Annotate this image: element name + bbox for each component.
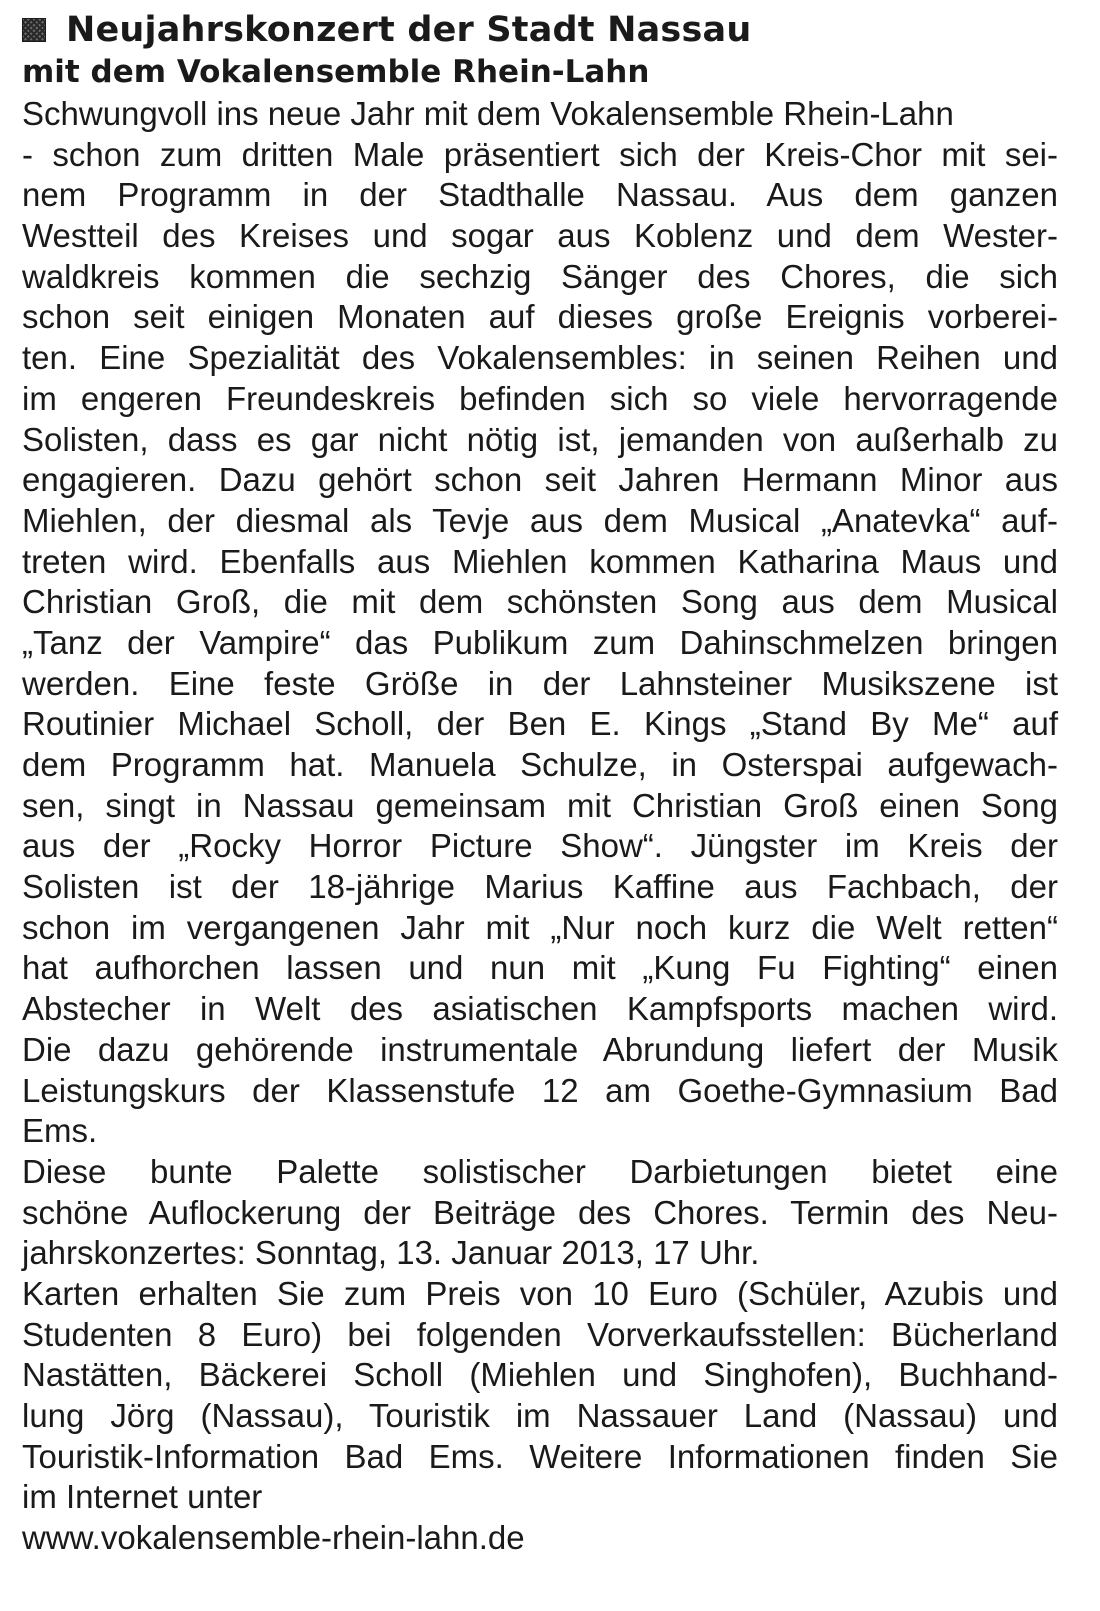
body-line: Diese bunte Palette solistischer Darbietungen bietet eine (22, 1152, 1058, 1190)
body-line: Ems. (22, 1112, 98, 1150)
body-line: Nastätten, Bäckerei Scholl (Miehlen und Singhofen), Buchhand- (22, 1356, 1058, 1394)
body-line: im Internet unter (22, 1478, 263, 1516)
body-line: Karten erhalten Sie zum Preis von 10 Euro (Schüler, Azubis und (22, 1274, 1058, 1312)
website-url: www.vokalensemble-rhein-lahn.de (22, 1519, 525, 1557)
body-line: lung Jörg (Nassau), Touristik im Nassauer Land (Nassau) und (22, 1397, 1058, 1434)
article-body (22, 94, 1058, 1559)
body-line: Leistungskurs der Klassenstufe 12 am Goethe-Gymnasium Bad (22, 1071, 1058, 1109)
body-line: aus der „Rocky Horror Picture Show“. Jüngster im Kreis der (22, 827, 1058, 865)
article-title: Neujahrskonzert der Stadt Nassau (66, 10, 752, 50)
body-line: werden. Eine feste Größe in der Lahnsteiner Musikszene ist (22, 664, 1058, 702)
body-line: Westteil des Kreises und sogar aus Koblenz und dem Wester- (22, 217, 1058, 255)
headline-row (22, 8, 1058, 52)
body-line: Abstecher in Welt des asiatischen Kampfsports machen wird. (22, 990, 1058, 1028)
body-line: Solisten ist der 18-jährige Marius Kaffine aus Fachbach, der (22, 868, 1058, 906)
body-line: - schon zum dritten Male präsentiert sich der Kreis-Chor mit sei- (22, 135, 1058, 173)
body-line: waldkreis kommen die sechzig Sänger des Chores, die sich (22, 257, 1058, 295)
body-line: Studenten 8 Euro) bei folgenden Vorverkaufsstellen: Bücherland (22, 1315, 1058, 1353)
article-subtitle: mit dem Vokalensemble Rhein-Lahn (22, 54, 650, 90)
body-line: Die dazu gehörende instrumentale Abrundung liefert der Musik (22, 1030, 1058, 1068)
body-line: treten wird. Ebenfalls aus Miehlen kommen Katharina Maus und (22, 542, 1058, 580)
body-line: Miehlen, der diesmal als Tevje aus dem Musical „Anatevka“ auf- (22, 501, 1058, 539)
body-line: schon im vergangenen Jahr mit „Nur noch kurz die Welt retten“ (22, 908, 1058, 946)
body-line: „Tanz der Vampire“ das Publikum zum Dahinschmelzen bringen (22, 623, 1058, 661)
body-line: hat aufhorchen lassen und nun mit „Kung Fu Fighting“ einen (22, 949, 1058, 987)
body-line: im engeren Freundeskreis befinden sich so viele hervorragende (22, 379, 1058, 417)
body-line: Christian Groß, die mit dem schönsten Song aus dem Musical (22, 583, 1058, 621)
body-line: Touristik-Information Bad Ems. Weitere Informationen finden Sie (22, 1437, 1058, 1475)
body-line: schöne Auflockerung der Beiträge des Chores. Termin des Neu- (22, 1193, 1058, 1231)
body-line: engagieren. Dazu gehört schon seit Jahren Hermann Minor aus (22, 461, 1058, 499)
body-line: ten. Eine Spezialität des Vokalensembles: in seinen Reihen und (22, 339, 1058, 377)
body-line: Solisten, dass es gar nicht nötig ist, jemanden von außerhalb zu (22, 420, 1058, 458)
body-line: Schwungvoll ins neue Jahr mit dem Vokalensemble Rhein-Lahn (22, 95, 954, 132)
bullet-square-icon (22, 18, 46, 42)
body-line: jahrskonzertes: Sonntag, 13. Januar 2013, 17 Uhr. (22, 1234, 760, 1272)
newspaper-article (22, 8, 1058, 1559)
body-line: sen, singt in Nassau gemeinsam mit Christian Groß einen Song (22, 786, 1058, 824)
body-line: nem Programm in der Stadthalle Nassau. Aus dem ganzen (22, 176, 1058, 214)
body-line: schon seit einigen Monaten auf dieses große Ereignis vorberei- (22, 298, 1058, 336)
body-line: Routinier Michael Scholl, der Ben E. Kings „Stand By Me“ auf (22, 705, 1058, 743)
body-line: dem Programm hat. Manuela Schulze, in Osterspai aufgewach- (22, 746, 1058, 783)
